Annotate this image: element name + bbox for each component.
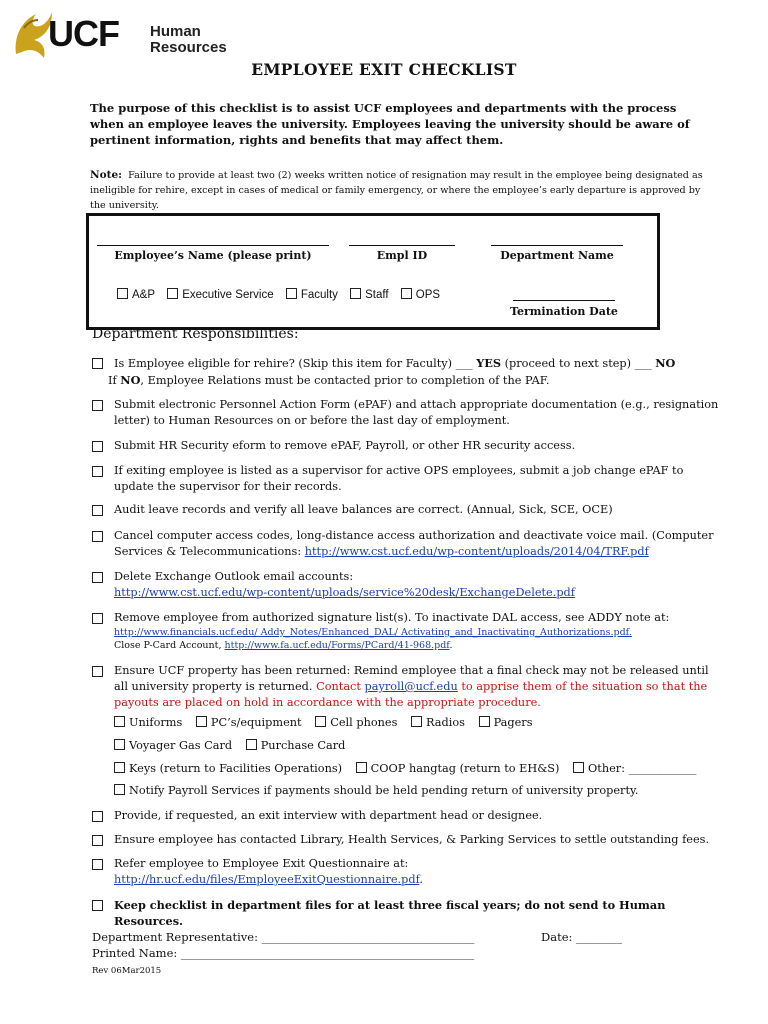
note-label: Note: [90,169,123,181]
termination-date-label: Termination Date [510,305,618,318]
checkbox[interactable] [92,666,103,677]
option-cell-phones[interactable]: Cell phones [315,716,397,729]
option-notify-payroll[interactable]: Notify Payroll Services if payments should be held pending return of university property. [114,784,638,797]
checkbox[interactable] [92,505,103,516]
property-options-row-3 [114,762,706,775]
revision-label: Rev 06Mar2015 [92,966,162,976]
ucf-hr-logo [10,8,250,68]
checklist-item-epaf: Submit electronic Personnel Action Form (ePAF) and attach appropriate documentation (e.g., resignation letter) to Human Resources on or before the last day of employment. [92,397,722,429]
checkbox[interactable] [92,613,103,624]
page-title: EMPLOYEE EXIT CHECKLIST [251,60,517,79]
checklist-item-property: Ensure UCF property has been returned: Remind employee that a final check may not be released until all university property is returned. Contact payroll@ucf.edu to apprise them of the situation so that the payouts are placed on hold in accordance with the appropriate procedure. [92,663,722,711]
checklist-item-keep-records: Keep checklist in department files for at least three fiscal years; do not send to Human Resources. [92,897,722,929]
option-pagers[interactable]: Pagers [479,716,533,729]
payroll-email-link[interactable]: payroll@ucf.edu [364,680,458,693]
trf-link[interactable]: http://www.cst.ucf.edu/wp-content/uploads/2014/04/TRF.pdf [304,545,649,558]
checkbox[interactable] [573,762,584,773]
property-options-row-2 [114,739,355,752]
option-pc-equipment[interactable]: PC’s/equipment [196,716,302,729]
option-radios[interactable]: Radios [411,716,465,729]
exit-questionnaire-link[interactable]: http://hr.ucf.edu/files/EmployeeExitQuestionnaire.pdf [114,873,420,886]
checkbox[interactable] [92,811,103,822]
checkbox[interactable] [114,784,125,795]
checkbox[interactable] [350,288,361,299]
human-resources-label: Human Resources [150,23,227,56]
checklist-item-exit-interview: Provide, if requested, an exit interview with department head or designee. [92,808,722,824]
checkbox[interactable] [286,288,297,299]
checkbox[interactable] [92,466,103,477]
checkbox[interactable] [479,716,490,727]
empl-id-field[interactable] [349,245,455,246]
category-executive-service[interactable]: Executive Service [167,289,273,301]
date-field[interactable]: Date: ________ [541,930,623,944]
department-name-label: Department Name [500,249,614,262]
checkbox[interactable] [196,716,207,727]
checkbox[interactable] [92,441,103,452]
note-text: Failure to provide at least two (2) weeks written notice of resignation may result in the employee being designated as ineligible for rehire, except in cases of medical or family emergency, or where the employee’s early departure is approved by the university. [90,170,703,211]
checkbox[interactable] [92,400,103,411]
checklist-item-hr-security: Submit HR Security eform to remove ePAF, Payroll, or other HR security access. [92,438,722,454]
checklist-item-leave-audit: Audit leave records and verify all leave balances are correct. (Annual, Sick, SCE, OCE) [92,502,722,518]
property-options-row-4 [114,784,648,797]
checkbox[interactable] [411,716,422,727]
option-voyager-gas-card[interactable]: Voyager Gas Card [114,739,232,752]
purpose-paragraph: The purpose of this checklist is to assist UCF employees and departments with the process when an employee leaves the university. Employees leaving the university should be aware of pertinent information, rights and benefits that may affect them. [90,101,690,147]
employee-info-box [86,213,660,330]
employee-category-options [117,288,449,301]
checkbox[interactable] [246,739,257,750]
category-faculty[interactable]: Faculty [286,289,338,301]
checkbox[interactable] [356,762,367,773]
note-paragraph [90,168,710,213]
option-coop-hangtag[interactable]: COOP hangtag (return to EH&S) [356,762,560,775]
checkbox[interactable] [167,288,178,299]
category-ap[interactable]: A&P [117,289,155,301]
checkbox[interactable] [114,716,125,727]
option-purchase-card[interactable]: Purchase Card [246,739,346,752]
employee-name-label: Employee’s Name (please print) [114,249,312,262]
employee-name-field[interactable] [97,245,329,246]
pcard-form-link[interactable]: http://www.fa.ucf.edu/Forms/PCard/41-968.pdf [224,640,450,651]
checklist-item-signature: Remove employee from authorized signature list(s). To inactivate DAL access, see ADDY note at: http://www.financials.ucf.edu/ Addy_Notes/Enhanced_DAL/ Activating_and_Inactivating_Authorizations.pdf. Close P-Card Account, http://www.fa.ucf.edu/Forms/PCard/41-968.pdf. [92,610,722,652]
checkbox[interactable] [92,358,103,369]
option-uniforms[interactable]: Uniforms [114,716,182,729]
checkbox[interactable] [92,900,103,911]
termination-date-field[interactable] [513,300,615,301]
empl-id-label: Empl ID [376,249,428,262]
checkbox[interactable] [315,716,326,727]
option-keys[interactable]: Keys (return to Facilities Operations) [114,762,342,775]
category-staff[interactable]: Staff [350,289,388,301]
exchange-delete-link[interactable]: http://www.cst.ucf.edu/wp-content/uploads/service%20desk/ExchangeDelete.pdf [114,586,575,599]
checkbox[interactable] [114,739,125,750]
checkbox[interactable] [117,288,128,299]
checkbox[interactable] [401,288,412,299]
department-name-field[interactable] [491,245,623,246]
department-responsibilities-heading: Department Responsibilities: [92,326,299,342]
checkbox[interactable] [92,572,103,583]
checklist-item-computer-access: Cancel computer access codes, long-distance access authorization and deactivate voice mail. (Computer Services & Telecommunications: http://www.cst.ucf.edu/wp-content/uploads/2014/04/TRF.pdf [92,528,722,560]
department-representative-field[interactable]: Department Representative: _____________________________________ [92,930,475,944]
option-other[interactable]: Other: ____________ [573,762,696,775]
dal-authorizations-link[interactable]: http://www.financials.ucf.edu/ Addy_Notes/Enhanced_DAL/ Activating_and_Inactivating_Authorizations.pdf. [114,627,632,638]
checkbox[interactable] [92,835,103,846]
checkbox[interactable] [92,531,103,542]
checklist-item-exit-questionnaire: Refer employee to Employee Exit Questionnaire at: http://hr.ucf.edu/files/EmployeeExitQuestionnaire.pdf. [92,856,722,888]
checklist-item-rehire: Is Employee eligible for rehire? (Skip this item for Faculty) ___ YES (proceed to next step) ___ NO If NO, Employee Relations must be contacted prior to completion of the PAF. [92,355,722,389]
checkbox[interactable] [92,859,103,870]
printed-name-field[interactable]: Printed Name: ___________________________________________________ [92,946,475,960]
category-ops[interactable]: OPS [401,289,440,301]
checklist-item-library-fees: Ensure employee has contacted Library, Health Services, & Parking Services to settle outstanding fees. [92,832,722,848]
checkbox[interactable] [114,762,125,773]
checklist-item-exchange: Delete Exchange Outlook email accounts: http://www.cst.ucf.edu/wp-content/uploads/service%20desk/ExchangeDelete.pdf [92,569,722,601]
ucf-wordmark: UCF [48,13,119,54]
property-options-row-1 [114,716,543,729]
checklist-item-supervisor: If exiting employee is listed as a supervisor for active OPS employees, submit a job change ePAF to update the supervisor for their records. [92,463,722,495]
